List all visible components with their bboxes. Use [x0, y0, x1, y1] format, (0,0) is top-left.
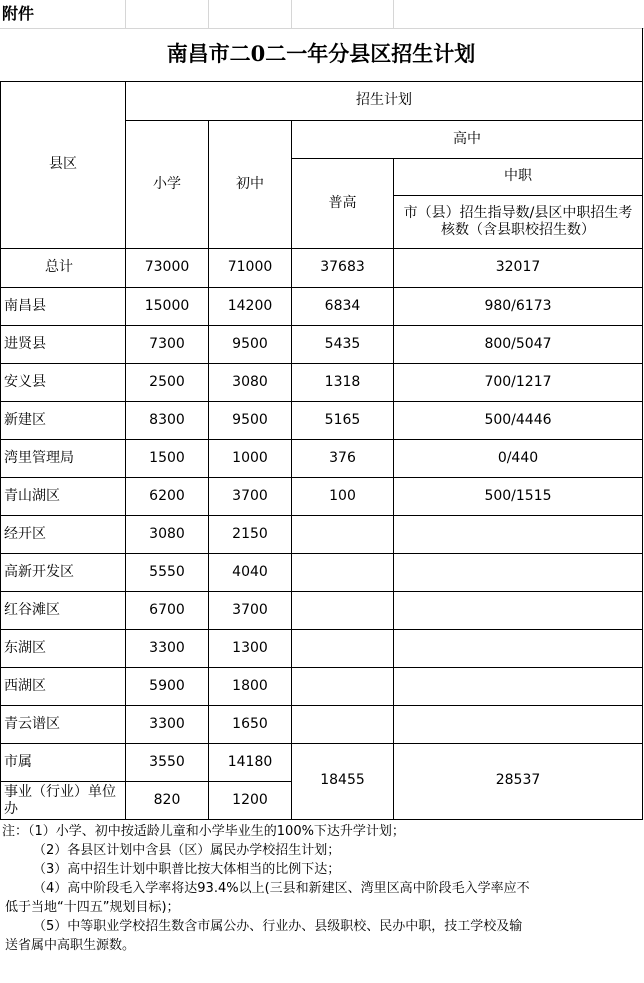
table-cell-primary: 5900	[149, 677, 185, 694]
table-line	[0, 81, 1, 820]
table-cell-general	[292, 554, 393, 591]
table-line	[0, 591, 643, 592]
table-line	[0, 629, 643, 630]
attachment-label: 附件	[2, 4, 35, 23]
table-cell-general	[292, 706, 393, 743]
page-title: 南昌市二0二一年分县区招生计划	[166, 41, 476, 67]
table-cell-name: 西湖区	[4, 678, 46, 694]
table-cell-junior: 1000	[232, 449, 268, 466]
table-cell-primary: 3300	[149, 715, 185, 732]
table-line	[0, 705, 643, 706]
note-line: （2）各县区计划中含县（区）属民办学校招生计划；	[33, 843, 341, 858]
table-cell-primary: 3300	[149, 639, 185, 656]
note-line: 送省属中高职生源数。	[5, 938, 136, 953]
table-line	[393, 195, 643, 196]
note-line: （3）高中招生计划中职普比按大体相当的比例下达；	[33, 862, 341, 877]
table-cell-general: 5165	[324, 411, 361, 428]
table-cell-name: 红谷滩区	[4, 602, 60, 618]
table-cell-vocational: 0/440	[497, 449, 539, 466]
table-cell-general: 5435	[324, 335, 361, 352]
table-cell-vocational	[394, 706, 642, 743]
table-cell-vocational	[394, 668, 642, 705]
table-cell-name: 南昌县	[4, 298, 46, 314]
table-cell-vocational	[394, 554, 642, 591]
table-cell-junior: 9500	[232, 335, 268, 352]
table-line	[0, 363, 643, 364]
table-cell-name: 市属	[4, 754, 32, 770]
total-junior: 71000	[227, 259, 273, 276]
notes	[2, 822, 634, 955]
table-cell-general: 6834	[324, 297, 361, 314]
table-cell-vocational: 980/6173	[484, 297, 552, 314]
table-cell-general	[292, 630, 393, 667]
header-county: 县区	[49, 156, 77, 173]
table-cell-name: 事业（行业）单位办	[4, 783, 116, 817]
table-cell-name: 新建区	[4, 412, 46, 428]
note-line: 注：（1）小学、初中按适龄儿童和小学毕业生的100%下达升学计划；	[2, 824, 405, 839]
table-line	[125, 81, 126, 820]
table-line	[0, 743, 643, 744]
table-cell-junior: 3080	[232, 373, 268, 390]
header-junior: 初中	[236, 175, 264, 192]
table-line	[0, 81, 643, 82]
table-cell-general: 1318	[324, 373, 361, 390]
table-cell-name: 湾里管理局	[4, 450, 74, 466]
table-cell-general: 376	[329, 449, 356, 466]
gridline	[291, 0, 292, 28]
table-cell-junior: 1200	[232, 791, 268, 808]
table-cell-name: 青山湖区	[4, 488, 60, 504]
header-senior: 高中	[453, 130, 481, 147]
table-cell-name: 进贤县	[4, 336, 46, 352]
table-cell-vocational: 700/1217	[484, 373, 552, 390]
table-cell-vocational: 500/1515	[484, 487, 552, 504]
table-cell-primary: 1500	[149, 449, 185, 466]
header-plan: 招生计划	[356, 92, 412, 109]
table-line	[0, 477, 643, 478]
table-cell-name: 高新开发区	[4, 564, 74, 580]
table-cell-junior: 14200	[227, 297, 273, 314]
table-cell-name: 东湖区	[4, 640, 46, 656]
note-line: （4）高中阶段毛入学率将达93.4%以上(三县和新建区、湾里区高中阶段毛入学率应不	[33, 881, 530, 896]
table-line	[208, 120, 209, 820]
table-line	[0, 287, 643, 288]
table-cell-name: 经开区	[4, 526, 46, 542]
table-line	[0, 553, 643, 554]
header-general: 普高	[328, 194, 357, 211]
merged-vocational: 28537	[495, 772, 541, 789]
header-vocational-desc: 市（县）招生指导数/县区中职招生考核数（含县职校招生数）	[403, 204, 633, 238]
table-cell-primary: 3550	[149, 753, 185, 770]
table-cell-vocational: 500/4446	[484, 411, 552, 428]
table-cell-general	[292, 668, 393, 705]
table-cell-primary: 6200	[149, 487, 185, 504]
table-cell-primary: 5550	[149, 563, 185, 580]
table-line	[393, 158, 394, 820]
table-line	[0, 781, 292, 782]
table-cell-junior: 1650	[232, 715, 268, 732]
table-line	[291, 120, 292, 820]
note-line: 低于当地“十四五”规划目标)；	[5, 900, 180, 915]
table-cell-primary: 820	[153, 791, 181, 808]
total-vocational: 32017	[495, 259, 541, 276]
table-cell-primary: 2500	[149, 373, 185, 390]
total-primary: 73000	[144, 259, 190, 276]
table-line	[125, 120, 643, 121]
table-line	[0, 667, 643, 668]
table-cell-vocational: 800/5047	[484, 335, 552, 352]
header-primary: 小学	[153, 175, 181, 192]
table-cell-general	[292, 592, 393, 629]
merged-general: 18455	[320, 772, 365, 789]
table-cell-junior: 2150	[232, 525, 268, 542]
gridline	[208, 0, 209, 28]
table-cell-junior: 9500	[232, 411, 268, 428]
table-cell-name: 安义县	[4, 374, 46, 390]
table-cell-general: 100	[329, 487, 356, 504]
table-line	[642, 28, 643, 820]
table-cell-primary: 6700	[149, 601, 185, 618]
total-general: 37683	[320, 259, 365, 276]
total-label: 总计	[45, 259, 73, 276]
table-line	[0, 248, 643, 249]
table-cell-vocational	[394, 516, 642, 553]
table-cell-junior: 1300	[232, 639, 268, 656]
table-cell-junior: 3700	[232, 601, 268, 618]
table-cell-primary: 7300	[149, 335, 185, 352]
header-vocational: 中职	[504, 168, 532, 185]
note-line: （5）中等职业学校招生数含市属公办、行业办、县级职校、民办中职，技工学校及输	[33, 919, 523, 934]
table-cell-primary: 8300	[149, 411, 185, 428]
table-line	[0, 401, 643, 402]
table-line	[291, 158, 643, 159]
table-cell-junior: 14180	[227, 753, 273, 770]
table-cell-name: 青云谱区	[4, 716, 60, 732]
gridline	[125, 0, 126, 28]
table-cell-junior: 3700	[232, 487, 268, 504]
table-cell-vocational	[394, 592, 642, 629]
table-line	[0, 325, 643, 326]
table-cell-junior: 4040	[232, 563, 268, 580]
table-cell-junior: 1800	[232, 677, 268, 694]
gridline	[393, 0, 394, 28]
table-cell-general	[292, 516, 393, 553]
table-cell-vocational	[394, 630, 642, 667]
table-cell-primary: 15000	[144, 297, 190, 314]
table-line	[0, 515, 643, 516]
table-line	[0, 819, 643, 820]
table-line	[0, 439, 643, 440]
table-cell-primary: 3080	[149, 525, 185, 542]
